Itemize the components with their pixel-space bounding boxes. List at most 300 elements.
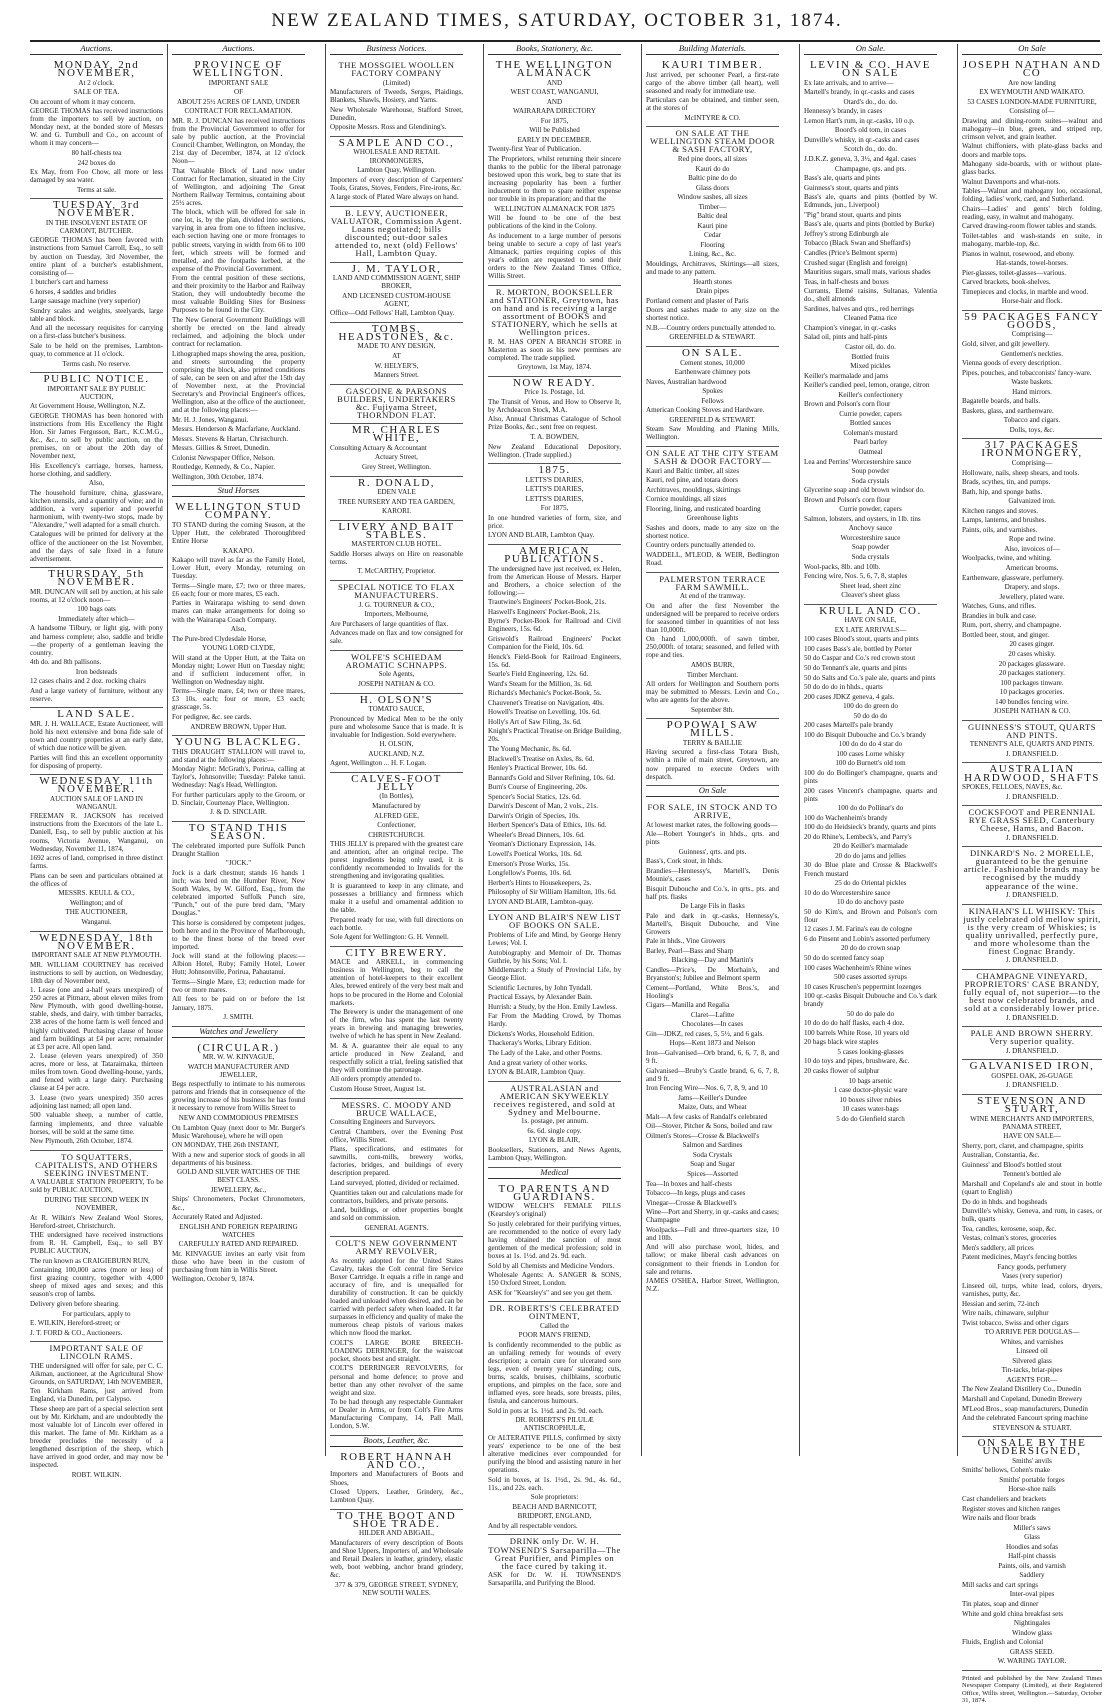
ad-line: Dunville's whisky, Geneva, and rum, in cases, or bulk, quarts bbox=[962, 1207, 1102, 1224]
news-column bbox=[30, 43, 163, 1479]
ad-line: TOMATO SAUCE, bbox=[368, 705, 425, 714]
ad-line: Martell's brandy, in qr.-casks and cases bbox=[804, 88, 915, 97]
ad-line: J.D.K.Z. geneva, 3, 3½, and 4gal. cases bbox=[804, 155, 917, 164]
ad-line: GEORGE THOMAS has been favored with instructions from Samuel Carroll, Esq., to sell by auction on Tuesday, 3rd November, the entire plant of a butcher's establishment, consisting of— bbox=[30, 236, 163, 277]
ad-line: All orders promptly attended to. bbox=[330, 1075, 422, 1084]
ad-line: MACE and ARKELL, in commencing business in Wellington, beg to call the attention of hotel-keepers to their excellent Ales, brewed entirely of the very best malt and hops to be procured in the Home and Colonial markets. bbox=[330, 958, 463, 1007]
ad-line: MASTERTON CLUB HOTEL. bbox=[351, 540, 442, 549]
ad-line: Sardines, halves and qtrs., red herrings bbox=[804, 304, 914, 313]
ad-line: NEW AND COMMODIOUS PREMISES bbox=[178, 1114, 299, 1123]
advertisement bbox=[488, 911, 621, 1081]
ad-line: Mauritius sugars, small mats, various shades bbox=[804, 268, 931, 277]
advertisement bbox=[330, 521, 463, 581]
ad-line: Sherry, port, claret, and champagne, spirits bbox=[962, 1141, 1084, 1150]
ad-line: Containing 100,000 acres (more or less) of first grazing country, together with 4,000 sheep of mixed ages and sexes; and this season's crop of lambs. bbox=[30, 1266, 163, 1299]
ad-line: Ten Kirkham Rams, just arrived from England, via Dunedin, per Calypso. bbox=[30, 1387, 163, 1404]
ad-line: Hessian and serim, 72-inch bbox=[962, 1299, 1040, 1308]
ad-line: Also, bbox=[88, 479, 105, 488]
ad-line: AUCTION SALE OF LAND IN WANGANUI. bbox=[49, 794, 143, 811]
section-heading: Business Notices. bbox=[330, 44, 463, 55]
ad-line: At end of the tramway. bbox=[679, 592, 746, 601]
ad-line: Are now landing bbox=[1008, 78, 1056, 87]
ad-line: The run known as CRAIGIEBURN RUN, bbox=[30, 1256, 150, 1265]
ad-headline: LAND SALE. bbox=[57, 708, 136, 721]
ad-headline: LIVERY AND BAIT STABLES. bbox=[338, 520, 455, 541]
ad-line: AMOS BURR, bbox=[690, 661, 735, 669]
ad-line: Flooring bbox=[700, 240, 725, 249]
ad-headline: KINAHAN'S LL WHISKY: This justly celebrated old mellow spirit, is the very cream of Whiskies; is quality unrivalled, perfectly pure, and more wholesome than the finest Cognac Brandy. bbox=[963, 905, 1101, 956]
section-heading: Books, Stationery, &c. bbox=[488, 44, 621, 55]
ad-line: AND bbox=[546, 97, 563, 106]
ad-line: Gold, silver, and gilt jewellery. bbox=[962, 339, 1050, 348]
ad-line: 100 qr.-casks Bisquit Dubouche and Co.'s dark brandy bbox=[804, 992, 937, 1009]
ad-line: Bath, hip, and sponge baths. bbox=[962, 487, 1043, 496]
ad-line: Opposite Messrs. Ross and Glendining's. bbox=[330, 123, 447, 132]
advertisement bbox=[172, 736, 305, 822]
ad-line: WINE MERCHANTS AND IMPORTERS, PANAMA STREET, bbox=[970, 1114, 1094, 1131]
ad-line: 200 cases Martell's pale brandy bbox=[804, 721, 894, 730]
ad-line: Do do in hhds. and hogsheads bbox=[962, 1197, 1048, 1206]
ad-headline: YOUNG BLACKLEG. bbox=[175, 736, 302, 749]
ad-headline: DR. ROBERTS'S CELEBRATED OINTMENT, bbox=[489, 1303, 620, 1322]
ad-line: At R. Wilkin's New Zealand Wool Stores, Hereford-street, Christchurch. bbox=[30, 1213, 163, 1230]
ad-line: Sole proprietors: bbox=[530, 1493, 579, 1502]
ad-headline: PUBLIC NOTICE. bbox=[43, 373, 150, 386]
ad-line: Agent, Wellington ... H. F. Logan. bbox=[330, 759, 427, 768]
ad-line: Blacking—Day and Martin's bbox=[671, 956, 754, 965]
ad-line: Messrs. Gillies & Street, Dunedin. bbox=[172, 444, 270, 453]
ad-headline: WOLFE'S SCHIEDAM AROMATIC SCHNAPPS. bbox=[345, 651, 448, 670]
ad-line: Vestas, colman's stores, groceries bbox=[962, 1234, 1057, 1243]
ad-line: Cedar bbox=[704, 231, 721, 240]
ad-line: THE undersigned have received instructions from R. H. Campbell, Esq., to sell BY PUBLIC AUCTION, bbox=[30, 1231, 163, 1256]
ad-headline: KRULL AND CO. bbox=[819, 604, 922, 617]
ad-line: And will also purchase wool, hides, and tallow; or make liberal cash advances on consignment to their friends in London for sale and returns. bbox=[646, 1243, 779, 1276]
ad-line: Far From the Madding Crowd, by Thomas Hardy. bbox=[488, 1012, 621, 1029]
advertisement bbox=[962, 311, 1102, 440]
ad-line: Mixed pickles bbox=[850, 362, 891, 371]
ad-line: ASK for Dr. W. H. TOWNSEND'S Sarsaparilla, and Purifying the Blood. bbox=[488, 1571, 621, 1588]
ad-line: WHOLESALE AND RETAIL IRONMONGERS, bbox=[353, 148, 440, 165]
ad-line: WAIRARAPA DIRECTORY bbox=[513, 107, 596, 116]
ad-line: Sheet lead, sheet zinc bbox=[839, 581, 902, 590]
ad-line: The New Zealand Distillery Co., Dunedin bbox=[962, 1385, 1082, 1394]
ad-line: Kauri pine bbox=[697, 221, 728, 230]
ad-line: Tennent's bottled ale bbox=[1002, 1170, 1062, 1179]
ad-line: Dickens's Works, Household Edition. bbox=[488, 1029, 594, 1038]
ad-line: Drapery, and slops. bbox=[1004, 583, 1060, 592]
ad-line: MR. W. W. KINVAGUE, bbox=[202, 1053, 275, 1062]
ad-line: Brandies—Hennessy's, Martell's, Denis Mounie's, cases bbox=[646, 866, 779, 884]
ad-line: Teas, in half-chests and boxes bbox=[804, 277, 889, 286]
ad-line: 53 CASES LONDON-MADE FURNITURE, bbox=[967, 97, 1097, 106]
ad-headline: KAURI TIMBER. bbox=[661, 59, 764, 72]
ad-line: Scotch do., do. do. bbox=[843, 145, 897, 154]
ad-line: A large stock of Plated Ware always on hand. bbox=[330, 193, 459, 202]
ad-line: EX WEYMOUTH AND WAIKATO. bbox=[979, 88, 1085, 97]
ad-line: 12 cases J. M. Farina's eau de cologne bbox=[804, 925, 913, 934]
ad-line: Rope and twine. bbox=[1008, 535, 1056, 544]
ad-line: Tables—Walnut and mahogany loo, occasional, folding, ladies' work, card, and Sutherland. bbox=[962, 187, 1102, 204]
advertisement bbox=[488, 1082, 621, 1168]
ad-line: So justly celebrated for their purifying virtues, are recommended to the notice of every lady having obtained the sanction of most gentlemen of the medical profession; sold in boxes at 1s. 1½d. and 2s. 9d. each. bbox=[488, 1219, 621, 1260]
ad-line: Sold in boxes, at 1s. 1½d., 2s. 9d., 4s. 6d., 11s., and 22s. each. bbox=[488, 1475, 621, 1492]
advertisement bbox=[30, 1342, 163, 1483]
ad-line: Holly's Art of Saw Filing, 3s. 6d. bbox=[488, 717, 582, 726]
ad-line: GREENFIELD & STEWART. bbox=[669, 415, 756, 424]
ad-line: Closed Uppers, Leather, Grindery, &c., Lambton Quay. bbox=[330, 1488, 463, 1505]
ad-line: Galvanized iron. bbox=[1008, 497, 1056, 506]
ad-line: And by all respectable vendors. bbox=[488, 1521, 578, 1530]
ad-line: Carved drawing-room flower tables and stands. bbox=[962, 222, 1097, 231]
ad-line: Will be found to be one of the best publications of the kind in the Colony. bbox=[488, 214, 621, 231]
ad-line: Henley's Practical Brewer, 10s. 6d. bbox=[488, 764, 588, 773]
ad-line: Booksellers, Stationers, and News Agents, Lambton Quay, Wellington. bbox=[488, 1145, 621, 1163]
ad-line: Ships' Chronometers, Pocket Chronometers, &c., bbox=[172, 1195, 305, 1212]
ad-line: At lowest market rates, the following goods— bbox=[646, 820, 778, 829]
ad-line: Timber Merchant. bbox=[686, 670, 739, 679]
ad-line: Sold by all Chemists and Medicine Vendors. bbox=[488, 1261, 615, 1270]
ad-line: 100 cases Wachenheim's Rhine wines bbox=[804, 963, 911, 972]
ad-line: Brown and Polson's corn flour bbox=[804, 495, 891, 504]
ad-line: Will be Published bbox=[529, 126, 580, 135]
ad-line: Herbert Spencer's Data of Ethics, 10s. 6d. bbox=[488, 821, 607, 830]
ad-line: EARLY IN DECEMBER. bbox=[517, 135, 592, 144]
ad-headline: ON SALE AT THE CITY STEAM SASH & DOOR FACTORY— bbox=[646, 447, 779, 466]
ad-line: With a new and superior stock of goods in all departments of his business. bbox=[172, 1150, 305, 1167]
section-heading: Auctions. bbox=[30, 44, 163, 55]
ad-line: 200 cases Vincent's champagne, quarts and pints bbox=[804, 786, 937, 803]
ad-line: McINTYRE & CO. bbox=[684, 113, 741, 122]
ad-line: Greenhouse lights bbox=[686, 514, 739, 523]
ad-line: Wire nails and floor brads bbox=[962, 1514, 1036, 1523]
advertisement bbox=[330, 207, 463, 263]
ad-line: J. DRANSFIELD. bbox=[1005, 1081, 1059, 1090]
ad-line: Also, Annual Christmas Catalogue of School Prize Books, &c., sent free on request. bbox=[488, 415, 621, 432]
ad-line: 50 do Salts and Co.'s pale ale, quarts and pints bbox=[804, 673, 936, 682]
ad-line: J. DRANSFIELD. bbox=[1005, 749, 1059, 758]
ad-line: Guinness' and Blood's bottled stout bbox=[962, 1160, 1062, 1169]
ad-line: Spencer's Social Statics, 12s. 6d. bbox=[488, 792, 581, 801]
ad-line: Soap and Sugar bbox=[690, 1160, 735, 1169]
ad-line: De Large Fils in flasks bbox=[680, 902, 745, 911]
ad-line: Glycerine soap and old brown windsor do. bbox=[804, 486, 925, 495]
ad-line: GENERAL AGENTS. bbox=[364, 1223, 429, 1232]
advertisement bbox=[962, 59, 1102, 311]
ad-line: Steam Saw Moulding and Planing Mills, Wellington. bbox=[646, 425, 779, 442]
section-heading: Stud Horses bbox=[172, 486, 305, 497]
ad-line: Holloware, nails, sheep shears, and tools. bbox=[962, 468, 1080, 477]
ad-line: Salmon, lobsters, and oysters, in 1lb. tins bbox=[804, 514, 921, 523]
ad-headline: GALVANISED IRON, bbox=[969, 1060, 1095, 1073]
ad-line: Whites, and varnishes bbox=[1000, 1337, 1064, 1346]
ad-line: T. McCARTHY, Proprietor. bbox=[357, 567, 436, 576]
ad-line: MADE TO ANY DESIGN, bbox=[357, 342, 436, 351]
ad-line: 20 packages stationery. bbox=[999, 669, 1065, 678]
ad-line: Guinness', qrts. and pts. bbox=[678, 847, 747, 856]
ad-line: Wellington, 30th October, 1874. bbox=[172, 472, 264, 481]
ad-line: TO ARRIVE PER DOUGLAS— bbox=[984, 1328, 1080, 1337]
ad-line: "JOCK." bbox=[225, 859, 252, 868]
ad-line: Wheeler's Bread Dinners, 10s. 6d. bbox=[488, 830, 585, 839]
ad-line: Sold in pots at 1s. 1½d. and 2s. 9d. each. bbox=[488, 1406, 604, 1415]
ad-line: J. DRANSFIELD. bbox=[1005, 1046, 1059, 1055]
ad-line: J. DRANSFIELD. bbox=[1005, 1013, 1059, 1022]
ad-line: Cleaned Patna rice bbox=[843, 314, 898, 323]
ad-line: ROBT. WILKIN. bbox=[71, 1470, 122, 1479]
ad-headline: ON SALE AT THE WELLINGTON STEAM DOOR & SASH FACTORY, bbox=[650, 128, 775, 155]
ad-headline: GASCOINE & PARSONS BUILDERS, UNDERTAKERS &c. Fujiyama Street, THORNDON FLAT. bbox=[337, 385, 456, 420]
ad-line: LAND AND COMMISSION AGENT, SHIP BROKER, bbox=[332, 274, 461, 291]
ad-line: Spices—Assorted bbox=[687, 1170, 738, 1179]
advertisement bbox=[330, 385, 463, 425]
ad-line: J. DRANSFIELD. bbox=[1005, 833, 1059, 842]
ad-line: And a great variety of other works. bbox=[488, 1058, 588, 1067]
ad-line: GOLD AND SILVER WATCHES OF THE BEST CLASS. bbox=[176, 1168, 301, 1185]
advertisement bbox=[330, 263, 463, 323]
ad-line: Fencing wire, Nos. 5, 6, 7, 8, staples bbox=[804, 572, 908, 581]
ad-line: For 1875, bbox=[540, 504, 569, 513]
ad-line: Smiths' portable forges bbox=[999, 1475, 1065, 1484]
ad-line: Cement stones, 10,000 bbox=[680, 358, 745, 367]
advertisement bbox=[330, 581, 463, 651]
ad-line: All fees to be paid on or before the 1st January, 1875. bbox=[172, 995, 305, 1012]
ad-line: Castor oil, do. do. bbox=[845, 342, 896, 351]
ad-headline: ON SALE BY THE UNDERSIGNED, bbox=[977, 1437, 1087, 1458]
ad-line: 100 barrels White Rose, 10 years old bbox=[804, 1028, 909, 1037]
ad-line: Advances made on flax and tow consigned for sale. bbox=[330, 629, 463, 646]
advertisement bbox=[330, 947, 463, 1099]
ad-line: Fellows bbox=[701, 396, 724, 405]
ad-line: LETTS'S DIARIES, bbox=[525, 485, 584, 494]
ad-line: ANDREW BROWN, Upper Hutt. bbox=[190, 722, 287, 731]
ad-line: 20 do do crown soap bbox=[840, 944, 901, 953]
ad-line: Currants, Elemé raisins, Sultanas, Valentia do., shell almonds bbox=[804, 287, 937, 304]
ad-line: IN THE INSOLVENT ESTATE OF CARMONT, BUTCHER. bbox=[45, 218, 148, 235]
news-column bbox=[646, 44, 779, 1454]
ad-line: Window glass bbox=[1011, 1628, 1053, 1637]
ad-line: Are Purchasers of large quantities of flax. bbox=[330, 619, 449, 628]
ad-line: WELLINGTON ALMANACK FOR 1875 bbox=[494, 204, 615, 213]
ad-line: Claret—Lafitte bbox=[690, 1010, 735, 1019]
advertisement bbox=[488, 59, 621, 286]
ad-line: 10 do toys and pipes, brushware, &c. bbox=[804, 1057, 910, 1066]
ad-headline: WELLINGTON STUD COMPANY. bbox=[175, 501, 302, 522]
ad-line: LETTS'S DIARIES, bbox=[525, 494, 584, 503]
ad-line: As inducement to a large number of persons being unable to secure a copy of last year's Almanack, parties requiring copies of this year's edition are requested to send their orders to the New Zealand Times Office, Willis Street. bbox=[488, 231, 621, 281]
ad-line: Mouldings, Architraves, Skirtings—all sizes, and made to any pattern. bbox=[646, 260, 779, 277]
ad-line: Window sashes, all sizes bbox=[677, 193, 748, 202]
advertisement bbox=[488, 1535, 621, 1591]
ad-line: J. SMITH. bbox=[223, 1013, 254, 1022]
ad-line: ABOUT 25½ ACRES OF LAND, UNDER bbox=[176, 97, 301, 106]
ad-line: Having secured a first-class Totara Bush, within a mile of main street, Greytown, are now prepared to execute Orders with despatch. bbox=[646, 748, 779, 781]
ad-line: And all the necessary requisites for carrying on a first-class butcher's business. bbox=[30, 324, 163, 341]
ad-line: Called the bbox=[540, 1321, 569, 1330]
ad-line: Terms—Single mare, £7; two or three mares, £6 each; four or more mares, £5 each. bbox=[172, 581, 305, 598]
advertisement bbox=[488, 464, 621, 545]
ad-line: JOSEPH NATHAN & CO. bbox=[358, 679, 435, 688]
ad-line: WATCH MANUFACTURER AND JEWELLER, bbox=[187, 1062, 290, 1079]
ad-line: Portland cement and plaster of Paris bbox=[646, 296, 749, 305]
advertisement bbox=[962, 439, 1102, 720]
ad-line: Wellington; and of bbox=[69, 898, 123, 907]
ad-line: 20 do Keiller's marmalade bbox=[833, 842, 908, 851]
ad-headline: LEVIN & CO. HAVE ON SALE bbox=[810, 59, 931, 80]
ad-line: Bottled beer, stout, and ginger. bbox=[962, 630, 1049, 639]
ad-line: COLT'S DERRINGER REVOLVERS, for personal and home defence; to prove and better than any other revolver of the same weight and size. bbox=[330, 1364, 463, 1397]
ad-line: Rum, port, sherry, and champagne. bbox=[962, 621, 1062, 630]
advertisement bbox=[172, 501, 305, 736]
ad-line: Soda crystals bbox=[851, 476, 890, 485]
ad-headline: J. M. TAYLOR, bbox=[351, 262, 442, 275]
ad-line: Lea and Perrins' Worcestershire sauce bbox=[804, 457, 912, 466]
ad-line: W. HELYER'S, bbox=[374, 361, 419, 370]
ad-line: 100 packages tinware. bbox=[1000, 678, 1064, 687]
ad-line: Parties will find this an excellent opportunity for disposing of property. bbox=[30, 753, 163, 770]
ad-line: His Excellency's carriage, horses, harness, horse clothing, and saddlery. bbox=[30, 461, 163, 478]
ad-line: Champagne, qts. and pts. bbox=[834, 164, 907, 173]
ad-line: 6 horses, 4 saddles and bridles bbox=[30, 287, 117, 296]
ad-headline: DINKARD'S No. 2 MORELLE, guaranteed to be the genuine article. Fashionable brands may be recognised by the muddy appearance of the wine. bbox=[963, 848, 1101, 891]
ad-line: Tobacco (Black Swan and Sheffard's) bbox=[804, 239, 911, 248]
ad-headline: CHAMPAGNE VINEYARD, PROPRIETORS' CASE BRANDY, fully equal of, not superior—to the best now celebrated brands, and sold at a considerably lower price. bbox=[963, 970, 1101, 1014]
ad-line: WIDOW WELCH'S FEMALE PILLS (Kearsley's original) bbox=[488, 1202, 621, 1219]
ad-headline: STEVENSON AND STUART, bbox=[977, 1095, 1087, 1116]
advertisement bbox=[646, 719, 779, 786]
ad-line: 140 bundles fencing wire. bbox=[995, 697, 1069, 706]
ad-line: Terms—Single Mare, £3; reduction made for two or more mares. bbox=[172, 977, 305, 994]
ad-line: Begs respectfully to intimate to his numerous patrons and friends that in consequence of the growing increase of his business he has found it necessary to remove from Willis Street to bbox=[172, 1080, 305, 1113]
ad-line: GREENFIELD & STEWART. bbox=[669, 333, 756, 342]
ad-line: Galvanised—Bruby's Castle brand, 6, 6, 7, 8, and 9 ft. bbox=[646, 1066, 779, 1083]
ad-line: COLT'S LARGE BORE BREECH-LOADING DERRINGER, for the waistcoat pocket, shoots best and straight. bbox=[330, 1338, 463, 1363]
ad-line: Longfellow's Poems, 10s. 6d. bbox=[488, 869, 572, 878]
ad-line: Saddlery bbox=[1019, 1571, 1045, 1580]
ad-line: DR. ROBERTS'S PILULÆ ANTISCROPHULÆ, bbox=[515, 1416, 594, 1433]
ad-line: Terms cash. No reserve. bbox=[62, 359, 131, 368]
ad-line: Scientific Lectures, by John Tyndall. bbox=[488, 983, 593, 992]
ad-line: POOR MAN'S FRIEND, bbox=[518, 1331, 591, 1340]
ad-line: Chauvenet's Treatise on Navigation, 40s. bbox=[488, 698, 604, 707]
ad-line: For pedigree, &c. see cards. bbox=[172, 713, 252, 722]
ad-line: Barley, Pearl—Bass and Sharp bbox=[646, 946, 734, 955]
ad-line: OF bbox=[233, 88, 244, 97]
ad-line: Currie powder, capers bbox=[839, 409, 902, 418]
ad-line: Manufactured by bbox=[372, 802, 421, 811]
ad-line: Vinegar—Crosse & Blackwell's bbox=[646, 1198, 737, 1207]
ad-line: Messrs. Stevens & Hartan, Christchurch. bbox=[172, 434, 289, 443]
ad-line: Glass doors bbox=[695, 183, 730, 192]
ad-line: Manufacturers of every description of Boots and Shoe Uppers, Importers of, and Wholesale and Retail Dealers in leather, grindery, elastic web, boot webbing, anchor brand grindery, &c. bbox=[330, 1538, 463, 1579]
ad-line: Bass's ale, quarts and pints (bottled by W. Edmunds, jun., Liverpool) bbox=[804, 193, 937, 210]
ad-line: And the celebrated Fancourt spring machine bbox=[962, 1414, 1088, 1423]
ad-line: Paints, oils, and varnish bbox=[998, 1561, 1066, 1570]
ad-line: AGENTS FOR— bbox=[1006, 1375, 1058, 1384]
ad-line: September 8th. bbox=[691, 705, 734, 714]
ad-line: Baltic pine do do bbox=[688, 174, 737, 183]
ad-headline: MR. CHARLES WHITE, bbox=[351, 424, 442, 445]
ad-line: This horse is considered by competent judges, both here and in the Province of Marlborough, to be the finest horse of the breed ever imported. bbox=[172, 918, 305, 951]
ad-line: Baltic deal bbox=[697, 212, 728, 221]
ad-line: MR. J. H. WALLACE, Estate Auctioneer, will hold his next extensive and bona fide sale of town and country properties at an early date, of which due notice will be given. bbox=[30, 719, 163, 753]
section-heading: Auctions. bbox=[172, 44, 305, 55]
ad-headline: AUSTRALIAN HARDWOOD, SHAFTS bbox=[964, 763, 1100, 784]
ad-line: Toilet-tables and wash-stands en suite, in mahogany, marble-top, &c. bbox=[962, 231, 1102, 248]
ad-line: Monday Night: McGrath's, Porirua, calling at Taylor's, Johnsonville; Tuesday: Paleke tanui. Wednesday: Nag's Head, Wellington. bbox=[172, 765, 305, 790]
ad-line: Sole Agents, bbox=[378, 670, 415, 679]
ad-line: Howell's Treatise on Levelling, 10s. 6d. bbox=[488, 708, 601, 717]
ad-headline: CALVES-FOOT JELLY bbox=[351, 772, 442, 793]
ad-line: GRASS SEED. bbox=[1009, 1647, 1055, 1656]
ad-line: Australian, Constantia, &c. bbox=[962, 1151, 1040, 1160]
ad-line: TREE NURSERY AND TEA GARDEN, bbox=[338, 497, 455, 506]
ad-line: Saddle Horses always on Hire on reasonable terms. bbox=[330, 549, 463, 566]
advertisement bbox=[646, 59, 779, 127]
ad-line: At Government House, Wellington, N.Z. bbox=[30, 402, 146, 411]
ad-line: 1s. postage, per annum. bbox=[521, 1117, 588, 1126]
ad-line: Walnut Davenports and what-nots. bbox=[962, 177, 1061, 186]
ad-line: Problems of Life and Mind, by George Henry Lewes; Vol. I. bbox=[488, 930, 621, 947]
advertisement bbox=[646, 127, 779, 347]
advertisement bbox=[962, 1060, 1102, 1095]
ad-line: 80 half-chests tea bbox=[71, 149, 122, 158]
ad-headline: ON SALE. bbox=[682, 346, 743, 359]
ad-line: Henck's Field-Book for Railroad Engineers, 15s. 6d. bbox=[488, 652, 621, 669]
advertisement bbox=[646, 573, 779, 720]
ad-line: Jewellery, plated ware. bbox=[999, 592, 1065, 601]
ad-line: Middlemarch: a Study of Provincial Life, by George Eliot. bbox=[488, 966, 621, 983]
ad-line: MR. DUNCAN will sell by auction, at his sale rooms, at 12 o'clock noon— bbox=[30, 587, 163, 604]
ad-line: 10 cases Kruschen's peppermint lozenges bbox=[804, 982, 922, 991]
ad-line: 1. Lease (one and a-half years unexpired) of 250 acres at Pitmarz, about eleven miles from New Plymouth, with good dwelling-house, stable, sheds, and dairy, with timber barracks, 238 acres of the home farm is well fenced and highly cultivated. Purchasing clause of house and farm buildings at £4 per acre; remainder at £3 per acre. All open land. bbox=[30, 986, 163, 1051]
ad-line: Vienna goods of every description. bbox=[962, 359, 1062, 368]
ad-headline: PALMERSTON TERRACE FARM SAWMILL. bbox=[659, 573, 766, 592]
ad-line: Malt—A few casks of Randall's celebrated bbox=[646, 1112, 768, 1121]
ad-line: Tea, candles, kerosene, soap, &c. bbox=[962, 1224, 1057, 1233]
ad-line: Marshall and Copeland, Dunedin Brewery bbox=[962, 1395, 1083, 1404]
ad-headline: THE WELLINGTON ALMANACK bbox=[495, 59, 614, 80]
ad-line: Confectioner, bbox=[377, 821, 416, 830]
ad-line: THE AUCTIONEER, bbox=[65, 908, 128, 917]
ad-line: That Valuable Block of Land now under Contract for Reclamation, situated in the City of Wellington, and adjoining The Great Northern Railway Terminus, containing about 25½ acres. bbox=[172, 166, 305, 207]
advertisement bbox=[962, 847, 1102, 904]
ad-line: J. & D. SINCLAIR. bbox=[210, 808, 267, 817]
ad-line: Iron—Galvanised—Orb brand, 6, 6, 7, 8, and 9 ft. bbox=[646, 1048, 779, 1065]
ad-line: Lamps, lanterns, and brushes. bbox=[962, 516, 1047, 525]
ad-line: 10 bags arsenic bbox=[848, 1076, 893, 1085]
ad-line: Herbert's Hints to Housekeepers, 2s. bbox=[488, 878, 592, 887]
ad-line: Wine—Port and Sherry, in qr.-casks and cases; Champagne bbox=[646, 1208, 779, 1225]
ad-line: Custom House Street, August 1st. bbox=[330, 1085, 426, 1094]
ad-line: Carved brackets, book-shelves. bbox=[962, 278, 1051, 287]
ad-line: 30 do Blue plate and Crosse & Blackwell's French mustard bbox=[804, 861, 937, 878]
ad-line: Paints, oils, and varnishes. bbox=[962, 525, 1038, 534]
ad-line: Wholesale Agents: A. SANGER & SONS, 150 Oxford Street, London. bbox=[488, 1271, 621, 1288]
ad-line: 10 do do anchovy paste bbox=[837, 898, 904, 907]
ad-line: Doors and sashes made to any size on the shortest notice. bbox=[646, 306, 779, 323]
ad-line: Twist tobacco, Swiss and other cigars bbox=[962, 1318, 1069, 1327]
section-heading: On Sale bbox=[962, 44, 1102, 55]
ad-line: Anchovy sauce bbox=[848, 524, 893, 533]
ad-line: White and gold china breakfast sets bbox=[962, 1609, 1064, 1618]
ad-line: American Cooking Stoves and Hardware. bbox=[646, 406, 765, 415]
ad-line: Prepared ready for use, with full directions on each bottle. bbox=[330, 915, 463, 932]
ad-line: It is guaranteed to keep in any climate, and possesses a brilliancy and firmness which make it a useful and ornamental addition to the table. bbox=[330, 881, 463, 915]
ad-line: Hand mirrors. bbox=[1012, 387, 1052, 396]
ad-line: N.B.—Country orders punctually attended to. bbox=[646, 323, 776, 332]
ad-line: Keiller's candied peel, lemon, orange, citron bbox=[804, 381, 930, 390]
